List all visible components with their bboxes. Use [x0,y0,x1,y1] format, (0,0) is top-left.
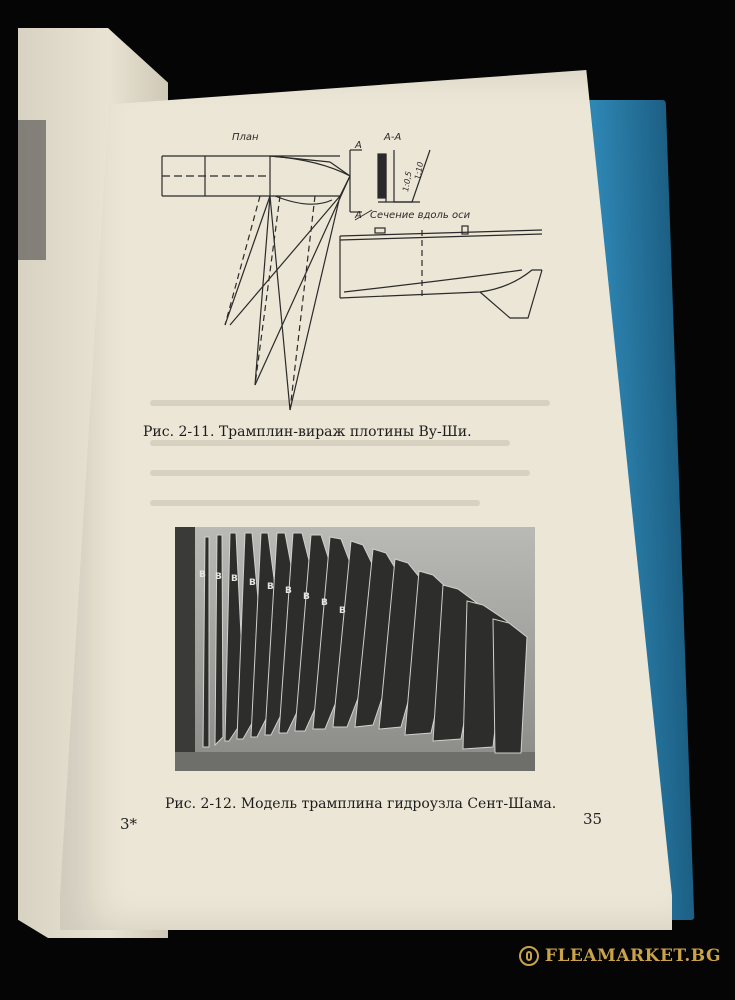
page-number: 35 [583,810,603,828]
blade-label: В [303,592,310,602]
blade-label: В [231,574,238,584]
blade-label: В [321,598,328,608]
watermark-text: FLEAMARKET.BG [544,946,721,966]
figure-2-12-caption: Рис. 2-12. Модель трамплина гидроузла Сент-Шама. [165,796,557,812]
slope-label-1: 1:0,5 [401,170,414,193]
section-mark-bottom: А [355,210,362,221]
section-mark-top: А [355,140,362,151]
signature-mark: 3* [120,815,138,833]
blade-label: В [249,578,256,588]
bleed-through-text [150,470,530,476]
blade-label: В [267,582,274,592]
figure-2-11-drawing [150,120,560,420]
blade-label: В [285,586,292,596]
blade-label: В [199,570,206,580]
blade-label: В [215,572,222,582]
figure-2-11-caption: Рис. 2-11. Трамплин-вираж плотины Ву-Ши. [143,424,472,440]
bleed-through-text [150,440,510,446]
spillway-model-image [175,527,535,771]
watermark [519,946,721,966]
figure-2-12-photo [175,527,535,771]
slope-label-2: 1:10 [413,161,426,181]
section-aa-label: А-А [384,132,402,143]
bleed-through-text [150,500,480,506]
left-page-shadow [18,120,46,260]
fleamarket-logo-icon [519,946,539,966]
plan-label: План [232,132,259,143]
blade-label: В [339,606,346,616]
axis-section-label: Сечение вдоль оси [370,210,471,221]
